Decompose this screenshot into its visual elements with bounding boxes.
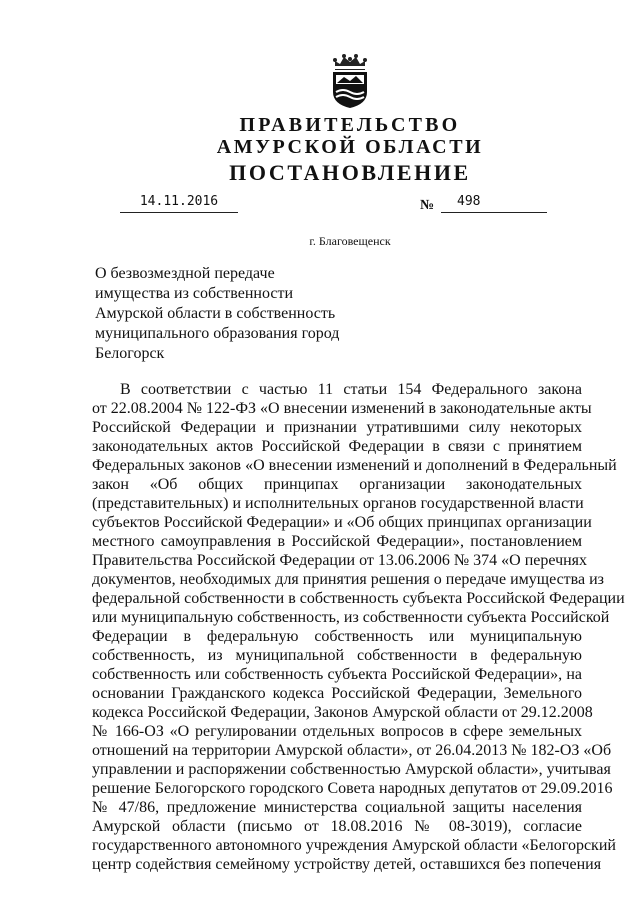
body-line: (представительных) и исполнительных органов государственной власти	[92, 495, 584, 512]
body-line: документов, необходимых для принятия решения о передаче имущества из	[92, 571, 604, 588]
body-line: основании Гражданского кодекса Российской Федерации, Земельного	[92, 685, 582, 702]
body-line: Федерации в федеральную собственность или муниципальную	[92, 628, 582, 645]
coat-of-arms-icon	[326, 52, 374, 110]
body-line: кодекса Российской Федерации, Законов Амурской области от 29.12.2008	[92, 704, 593, 721]
body-line: субъектов Российской Федерации» и «Об общих принципах организации	[92, 514, 592, 531]
body-line: законодательных актов Российской Федерации в связи с принятием	[92, 438, 582, 455]
body-line: Правительства Российской Федерации от 13.06.2006 № 374 «О перечнях	[92, 552, 588, 569]
body-line: № 47/86, предложение министерства социальной защиты населения	[92, 799, 582, 816]
body-line: центр содействия семейному устройству детей, оставшихся без попечения	[92, 856, 602, 873]
document-date: 14.11.2016	[120, 194, 238, 213]
document-type-title: ПОСТАНОВЛЕНИЕ	[229, 160, 471, 185]
body-line: федеральной собственности в собственность субъекта Российской Федерации	[92, 590, 625, 607]
body-line: управлении и распоряжении собственностью Амурской области», учитывая	[92, 761, 611, 778]
organization-title-line2: АМУРСКОЙ ОБЛАСТИ	[216, 136, 484, 158]
body-line: В соответствии с частью 11 статьи 154 Федерального закона	[120, 381, 582, 398]
body-line: закон «Об общих принципах организации законодательных	[92, 476, 582, 493]
document-number: 498	[441, 194, 547, 213]
body-line: собственность, из муниципальной собственности в федеральную	[92, 647, 582, 664]
body-line: местного самоуправления в Российской Федерации», постановлением	[92, 533, 582, 550]
document-subject: О безвозмездной передаче имущества из собственности Амурской области в собственность муниципального образования город Белогорск	[95, 265, 340, 362]
body-line: от 22.08.2004 № 122-ФЗ «О внесении изменений в законодательные акты	[92, 400, 592, 417]
organization-title-line1: ПРАВИТЕЛЬСТВО	[239, 114, 461, 136]
body-line: или муниципальную собственность, из собственности субъекта Российской	[92, 609, 610, 626]
body-line: Федеральных законов «О внесении изменений и дополнений в Федеральный	[92, 457, 617, 474]
body-line: отношений на территории Амурской области», от 26.04.2013 № 182-ОЗ «Об	[92, 742, 612, 759]
body-line: государственного автономного учреждения Амурской области «Белогорский	[92, 837, 616, 854]
body-line: собственность или собственность субъекта Российской Федерации», на	[92, 666, 582, 683]
city-label: г. Благовещенск	[309, 234, 391, 248]
body-line: Амурской области (письмо от 18.08.2016 № 08-3019), согласие	[92, 818, 582, 835]
body-line: решение Белогорского городского Совета народных депутатов от 29.09.2016	[92, 780, 613, 797]
number-sign: №	[420, 198, 435, 213]
body-line: № 166-ОЗ «О регулировании отдельных вопросов в сфере земельных	[92, 723, 582, 740]
document-body	[92, 380, 625, 874]
body-line: Российской Федерации и признании утратившими силу некоторых	[92, 419, 582, 436]
